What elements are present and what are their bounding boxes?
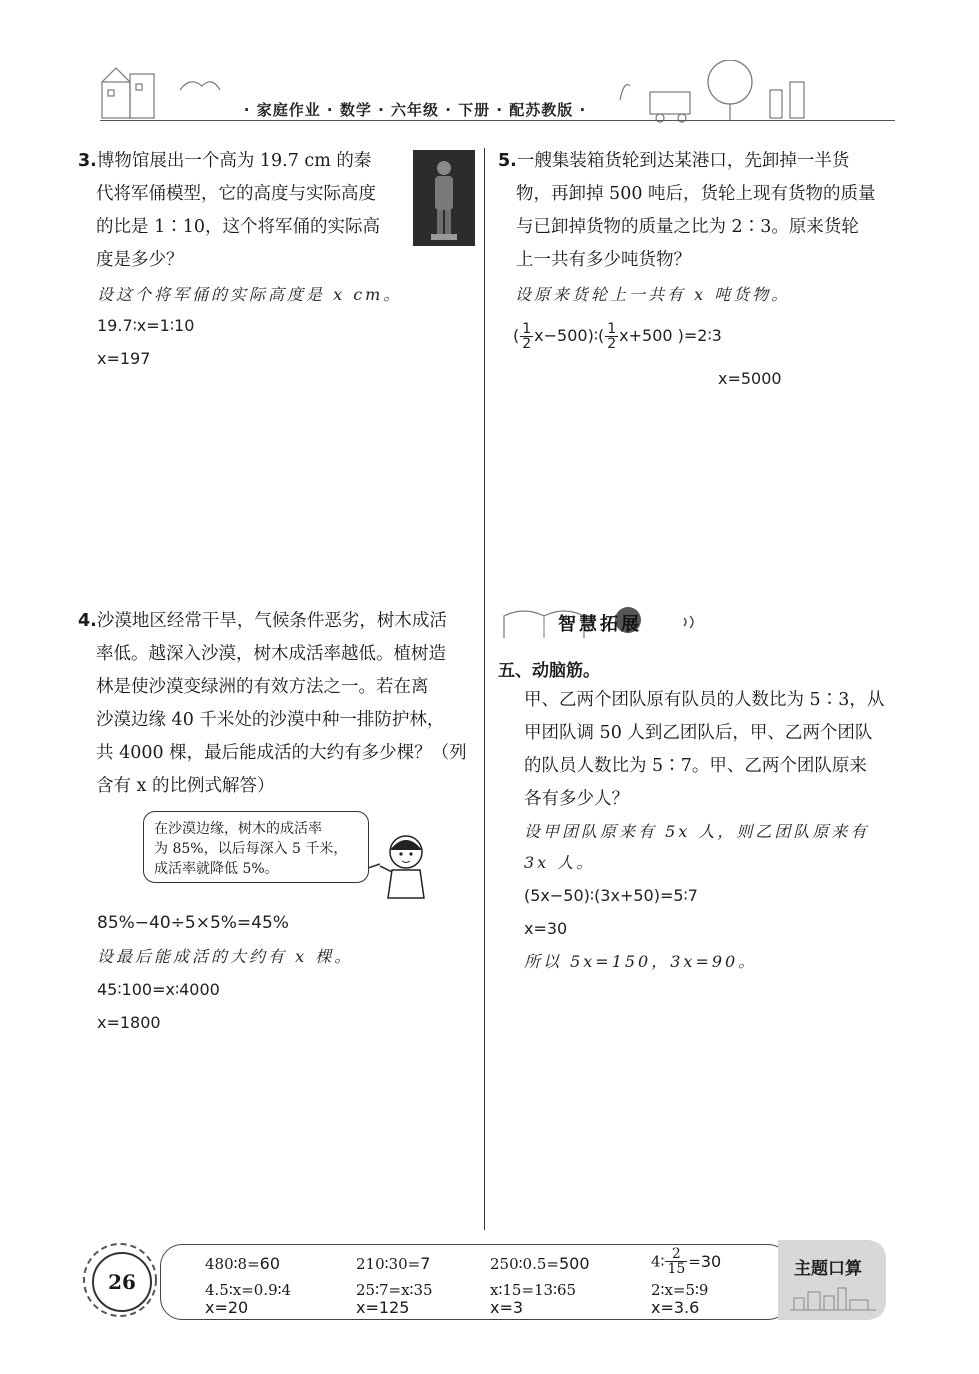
page-number: 26 (92, 1252, 152, 1312)
question-line: 的队员人数比为 5∶7。甲、乙两个团队原来 (524, 756, 867, 776)
question-line: 一艘集装箱货轮到达某港口，先卸掉一半货 (516, 151, 850, 171)
question-line: 沙漠边缘 40 千米处的沙漠中种一排防护林， (96, 710, 445, 730)
mental-math-item: 210∶30=7 (356, 1254, 431, 1273)
question-line: 上一共有多少吨货物？ (516, 250, 691, 270)
city-skyline-icon (790, 1284, 876, 1312)
question-number: 4. (78, 611, 97, 631)
question-3 (78, 145, 408, 277)
answer-line: 设最后能成活的大约有 x 棵。 (97, 947, 354, 966)
answer-line: (5x−50)∶(3x+50)=5∶7 (524, 886, 698, 905)
question-line: 度是多少？ (96, 250, 184, 270)
question-line: 物，再卸掉 500 吨后，货轮上现有货物的质量 (516, 184, 876, 204)
section-title: 五、动脑筋。 (498, 661, 600, 681)
answer-line: x=5000 (718, 369, 782, 388)
fraction: $\frac{2}{15}$ (667, 1246, 686, 1277)
mental-math-item: 25∶7=x∶35 x=125 (356, 1281, 433, 1317)
question-line: 代将军俑模型，它的高度与实际高度 (96, 184, 376, 204)
answer-line: x=197 (97, 349, 151, 368)
question-line: 各有多少人？ (524, 789, 629, 809)
question-line: 沙漠地区经常干旱，气候条件恶劣，树木成活 (96, 611, 447, 631)
question-line: 林是使沙漠变绿洲的有效方法之一。若在离 (96, 677, 429, 697)
question-line: 甲团队调 50 人到乙团队后，甲、乙两个团队 (524, 723, 873, 743)
answer-line: 设原来货轮上一共有 x 吨货物。 (515, 285, 791, 304)
answer-line: 所以 5x=150，3x=90。 (524, 952, 758, 971)
fraction-equation: ( $\frac{1}{2}$ x−500)∶( $\frac{1}{2}$ x+500 )=2∶3 (513, 321, 722, 352)
mental-math-item: 250∶0.5=500 (490, 1254, 590, 1273)
answer-line: 设这个将军俑的实际高度是 x cm。 (97, 285, 403, 304)
topic-label: 主题口算 (794, 1259, 862, 1279)
answer-line: x=30 (524, 919, 568, 938)
question-line: 博物馆展出一个高为 19.7 cm 的秦 (96, 151, 372, 171)
page-header-title: · 家庭作业 · 数学 · 六年级 · 下册 · 配苏教版 · (243, 101, 587, 119)
question-line: 与已卸掉货物的质量之比为 2∶3。原来货轮 (516, 217, 859, 237)
question-line: 含有 x 的比例式解答） (96, 776, 275, 796)
question-line: 的比是 1∶10，这个将军俑的实际高 (96, 217, 380, 237)
answer-line: 设甲团队原来有 5x 人，则乙团队原来有 (524, 822, 870, 841)
answer-line: x=1800 (97, 1013, 161, 1032)
question-4 (78, 605, 478, 803)
speech-bubble: 在沙漠边缘，树木的成活率 为 85%，以后每深入 5 千米， 成活率就降低 5%。 (143, 811, 369, 883)
question-line: 率低。越深入沙漠，树木成活率越低。植树造 (96, 644, 446, 664)
question-number: 5. (498, 151, 517, 171)
answer-line: 3x 人。 (524, 853, 596, 872)
column-divider (484, 148, 485, 1230)
answer-line: 45∶100=x∶4000 (97, 980, 220, 999)
wisdom-expansion-badge (498, 600, 698, 644)
mental-math-item: 4.5∶x=0.9∶4 x=20 (205, 1281, 292, 1317)
question-5 (498, 145, 898, 277)
answer-line: 19.7∶x=1∶10 (97, 316, 195, 335)
warrior-figure-icon (413, 150, 475, 246)
question-line: 甲、乙两个团队原有队员的人数比为 5∶3，从 (524, 690, 885, 710)
fraction: $\frac{1}{2}$ (607, 321, 617, 352)
terracotta-warrior-photo (413, 150, 475, 246)
expansion-question (524, 684, 904, 816)
badge-label: 智慧拓展 (558, 614, 642, 635)
mental-math-item: x∶15=13∶65 x=3 (490, 1281, 577, 1317)
mental-math-item: 4∶ $\frac{2}{15}$ =30 (651, 1246, 722, 1277)
mental-math-item: 2∶x=5∶9 x=3.6 (651, 1281, 709, 1317)
mental-math-item: 480∶8=60 (205, 1254, 281, 1273)
question-number: 3. (78, 151, 97, 171)
answer-line: 85%−40÷5×5%=45% (97, 913, 289, 933)
header-rule (100, 120, 895, 121)
girl-character-icon (366, 830, 436, 900)
fraction: $\frac{1}{2}$ (522, 321, 532, 352)
question-line: 共 4000 棵，最后能成活的大约有多少棵？（列 (96, 743, 467, 763)
